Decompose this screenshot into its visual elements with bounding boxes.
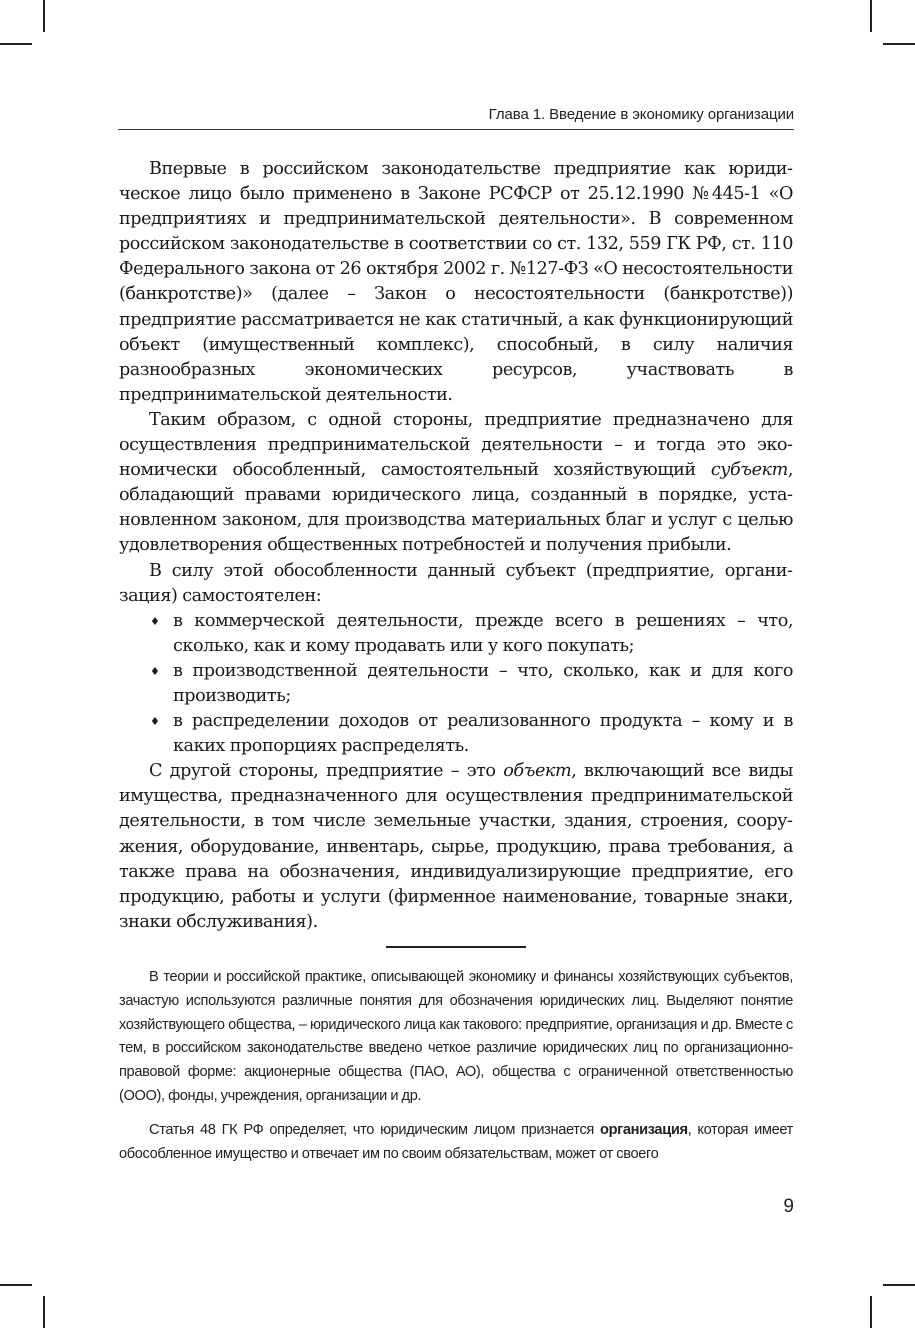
paragraph-1: Впервые в российском законодательстве предприятие как юридическое лицо было применено в Законе РСФСР от 25.12.1990 №445-1 «О предприятиях и предпринимательской деятельности». В современном российском законодательстве в соответствии со ст. 132, 559 ГК РФ, ст. 110 Федерального закона от 26 октября 2002 г. №127-ФЗ «О несостоятельности (банкротстве)» (далее – Закон о несостоятельности (банкротстве)) предприятие рассматривается не как статичный, а как функционирующий объект (имущественный комплекс), способный, в силу наличия разнообразных экономических ресурсов, участвовать в предпринимательской деятельности. [119,159,793,405]
crop-mark-bottom-right-vertical [870,1296,872,1328]
emphasis-subject: субъект [710,460,788,481]
crop-mark-top-right-vertical [870,0,872,32]
crop-mark-bottom-right-horizontal [883,1284,915,1286]
running-title: Глава 1. Введение в экономику организации [488,106,794,123]
footnote [119,966,793,1166]
paragraph-2: Таким образом, с одной стороны, предприятие предназначено для осуществления предпринимательской деятельности – и тогда это экономически обособленный, самостоятельный хозяйствующий субъект, обладающий правами юридического лица, созданный в порядке, установленном законом, для производства материальных благ и услуг с целью удовлетворения общественных потребностей и получения прибыли. [119,409,793,556]
main-text [119,157,793,935]
diamond-bullet-icon: ♦ [150,614,160,628]
crop-mark-top-left-horizontal [0,43,32,45]
bullet-list [119,609,793,760]
crop-mark-top-right-horizontal [883,43,915,45]
list-item: ♦ в производственной деятельности – что, сколько, как и для кого производить; [150,660,793,706]
footnote-paragraph-2: Статья 48 ГК РФ определяет, что юридическим лицом признается организация, которая имеет обособленное имущество и отвечает им по своим обязательствам, может от своего [119,1121,793,1162]
diamond-bullet-icon: ♦ [150,664,160,678]
diamond-bullet-icon: ♦ [150,715,160,729]
bold-term-organization: организация [600,1121,688,1138]
paragraph-3: В силу этой обособленности данный субъект (предприятие, организация) самостоятелен: [119,560,793,606]
list-item: ♦ в коммерческой деятельности, прежде всего в решениях – что, сколько, как и кому продавать или у кого покупать; [150,610,793,656]
crop-mark-bottom-left-vertical [43,1296,45,1328]
emphasis-object: объект [503,761,572,782]
footnote-separator [386,946,526,948]
footnote-paragraph-1: В теории и российской практике, описывающей экономику и финансы хозяйствующих субъектов, зачастую используются различные понятия для обозначения юридических лиц. Выделяют понятие хозяйствующего общества, – юридического лица как такового: предприятие, организация и др. Вместе с тем, в российском законодательстве введено четкое различие юридических лиц по организационно-правовой форме: акционерные общества (ПАО, АО), общества с ограниченной ответственностью (ООО), фонды, учреждения, организации и др. [119,969,793,1104]
running-header [118,102,794,130]
page-number: 9 [783,1196,794,1217]
crop-mark-bottom-left-horizontal [0,1284,32,1286]
list-item: ♦ в распределении доходов от реализованного продукта – кому и в каких пропорциях распределять. [150,711,793,757]
paragraph-4: С другой стороны, предприятие – это объект, включающий все виды имущества, предназначенного для осуществления предпринимательской деятельности, в том числе земельные участки, здания, строения, сооружения, оборудование, инвентарь, сырье, продукцию, права требования, а также права на обозначения, индивидуализирующие предприятие, его продукцию, работы и услуги (фирменное наименование, товарные знаки, знаки обслуживания). [119,761,793,932]
crop-mark-top-left-vertical [43,0,45,32]
